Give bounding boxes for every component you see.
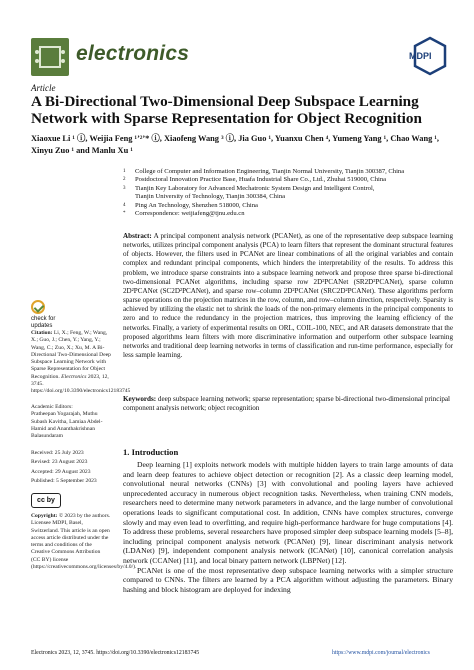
affiliation-3-cont: Tianjin University of Technology, Tianjin 300384, China [135, 193, 286, 201]
affiliation-2: 2 Postdoctoral Innovation Practice Base, Huafa Industrial Share Co., Ltd., Zhuhai 519000, China [123, 176, 387, 184]
keywords-text: deep subspace learning network; sparse representation; sparse bi-directional two-dimensional principal component analysis network; object recognition [123, 395, 451, 413]
affiliation-3: 3 Tianjin Key Laboratory for Advanced Mechatronic System Design and Intelligent Control, [123, 184, 375, 192]
intro-paragraph-1: Deep learning [1] exploits network models with multiple hidden layers to train large amounts of data and learn deep features to achieve object detection or recognition [2]. As a classic deep learning model, convolutional neural networks (CNNs) [3] with convolutional and pooling layers have achieved unprecedented accuracy in numerous object recognition tasks. Nevertheless, when training CNN models, researchers need to determine many network parameters in advance, and the large number of convolutional operations leads to significant computational cost. In addition, CNNs have complex structures, converge slowly and may even lead to overfitting, and require high-performance hardware for huge computations [4]. To address these problems, several researchers have proposed simpler deep subspace learning models [5–8], including principal component analysis network (PCANet) [9], linear discriminant analysis network (LDANet) [9], independent component analysis network (ICANet) [10], canonical correlation analysis network (CCANet) [11], and local binary pattern network (LBPNet) [12]. [123, 460, 453, 565]
cc-by-license-badge[interactable]: cc by [31, 493, 61, 508]
check-updates-icon [31, 300, 45, 314]
citation: Citation: Li, X.; Feng, W.; Wang, X.; Guo, J.; Chen, Y.; Yang, Y.; Wang, C.; Zuo, X.; Xu, M. A Bi-Directional Two-Dimensional Deep Subspace Learning Network with Sparse Representation for Object Recognition. Electronics 2023, 12, 3745. https://doi.org/10.3390/electronics12183745 [31, 330, 131, 394]
section-heading: 1. Introduction [123, 447, 179, 457]
abstract-label: Abstract: [123, 232, 152, 240]
journal-name: electronics [76, 42, 190, 65]
publisher-name: MDPI [409, 51, 432, 61]
journal-logo [31, 38, 69, 76]
copyright: Copyright: © 2023 by the authors. Licensee MDPI, Basel, Switzerland. This article is an open access article distributed under the terms and conditions of the Creative Commons Attribution (CC BY) license (https://creativecommons.org/licenses/by/4.0/). [31, 513, 137, 570]
affiliation-1: 1 College of Computer and Information Engineering, Tianjin Normal University, Tianjin 300387, China [123, 168, 405, 175]
author-list [31, 133, 451, 157]
correspondence: * Correspondence: weijiafeng@tjnu.edu.cn [123, 210, 245, 218]
keywords [123, 395, 453, 413]
abstract [123, 232, 453, 360]
dates: Received: 25 July 2023 Revised: 23 August 2023 Accepted: 29 August 2023 Published: 5 September 2023 [31, 450, 97, 484]
authors-line-1: Xiaoxue Li ¹ ⓘ, Weijia Feng ¹ʼ²ʼ* ⓘ, Xiaofeng Wang ³ ⓘ, Jia Guo ¹, Yuanxu Chen ⁴, Yumeng Yang ¹, Chao Wang ¹, [31, 134, 440, 143]
check-for-updates[interactable]: check for updates [31, 300, 71, 329]
authors-line-2: Xinyu Zuo ¹ and Manlu Xu ¹ [31, 146, 133, 155]
paper-title: A Bi-Directional Two-Dimensional Deep Subspace Learning Network with Sparse Representation for Object Recognition [31, 93, 422, 127]
abstract-text: A principal component analysis network (PCANet), as one of the representative deep subspace learning networks, utilizes principal component analysis (PCA) to learn filters that represent the dominant structural features of objects. However, the filters used in PCANet are linear combinations of all the original variables and contain complex and redundant principal components, which hinders the interpretability of the results. To address this problem, we introduce sparse constraints into a subspace learning network and propose three sparse bi-directional two-dimensional PCANet algorithms, including sparse row 2D²PCANet (SR2D²PCANet), sparse column 2D²PCANet (SC2D²PCANet), and sparse row–column 2D²PCANet (SRC2D²PCANet). These algorithms perform sparse operations on the projection matrices in the row, column, and row–column direction, respectively. Sparsity is achieved by utilizing the elastic net to shrink the loads of the non-primary elements in the principal components to zero and to reduce the redundancy in the projection matrices, thus improving the learning efficiency of the networks. Finally, a variety of experimental results on ORL, COIL-100, NEC, and AR datasets demonstrate that the proposed algorithms learn filters with more discriminative information and outperform other subspace learning networks and traditional deep learning networks in terms of classification and run-time performance, especially for less sample learning. [123, 232, 453, 360]
footer-citation: Electronics 2023, 12, 3745. https://doi.org/10.3390/electronics12183745 [31, 650, 200, 656]
footer-journal-link[interactable]: https://www.mdpi.com/journal/electronics [332, 650, 430, 656]
affiliations [123, 168, 453, 218]
intro-paragraph-2: PCANet is one of the most representative deep subspace learning networks with a simpler structure compared to CNNs. The filters are learned by a PCA algorithm without adjusting the parameters. Binary hashing and block histogram are deployed for indexing [123, 565, 453, 594]
academic-editors: Academic Editors: Pratheepan Yogarajah, Muthu Subash Kavitha, Lamiaa Abdel-Hamid and Ananthakrishnan Balasundaram [31, 404, 103, 439]
keywords-label: Keywords: [123, 395, 157, 403]
introduction [123, 460, 453, 594]
affiliation-4: 4 Ping An Technology, Shenzhen 518000, China [123, 201, 258, 209]
article-type: Article [31, 83, 56, 93]
